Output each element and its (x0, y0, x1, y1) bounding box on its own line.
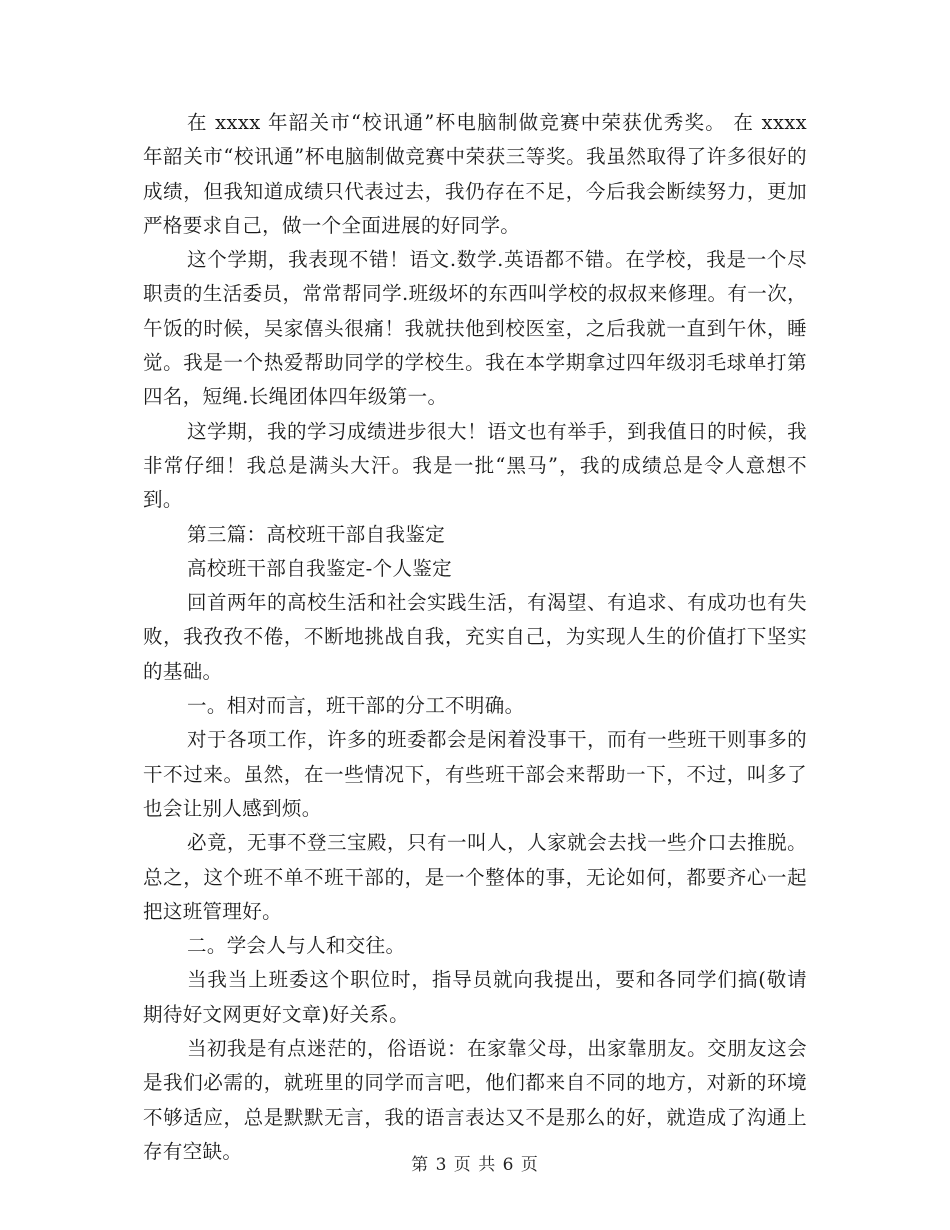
paragraph-study-progress: 这学期，我的学习成绩进步很大！语文也有举手，到我值日的时候，我非常仔细！我总是满头大汗。我是一批“黑马”，我的成绩总是令人意想不到。 (143, 419, 807, 512)
paragraph-teamwork: 必竟，无事不登三宝殿，只有一叫人，人家就会去找一些介口去推脱。总之，这个班不单不班干部的，是一个整体的事，无论如何，都要齐心一起把这班管理好。 (143, 831, 807, 923)
paragraph-semester-performance: 这个学期，我表现不错！语文.数学.英语都不错。在学校，我是一个尽职责的生活委员，常常帮同学.班级坏的东西叫学校的叔叔来修理。有一次，午饭的时候，吴家僖头很痛！我就扶他到校医室，之后我就一直到午休，睡觉。我是一个热爱帮助同学的学校生。我在本学期拿过四年级羽毛球单打第四名，短绳.长绳团体四年级第一。 (143, 248, 807, 409)
paragraph-communication: 当初我是有点迷茫的，俗语说：在家靠父母，出家靠朋友。交朋友这会是我们必需的，就班里的同学而言吧，他们都来自不同的地方，对新的环境不够适应，总是默默无言，我的语言表达又不是那么的好，就造成了沟通上存有空缺。 (143, 1037, 807, 1163)
section-heading: 第三篇：高校班干部自我鉴定 (187, 522, 446, 546)
document-body (143, 106, 807, 1169)
page-number-footer: 第 3 页 共 6 页 (411, 1155, 539, 1175)
paragraph-relations: 当我当上班委这个职位时，指导员就向我提出，要和各同学们搞(敬请期待好文网更好文章)好关系。 (143, 968, 807, 1026)
point-one-heading: 一。相对而言，班干部的分工不明确。 (187, 694, 525, 718)
paragraph-review: 回首两年的高校生活和社会实践生活，有渴望、有追求、有成功也有失败，我孜孜不倦，不断地挑战自我，充实自己，为实现人生的价值打下坚实的基础。 (143, 591, 807, 683)
paragraph-awards: 在 xxxx 年韶关市“校讯通”杯电脑制做竞赛中荣获优秀奖。 在 xxxx 年韶关市“校讯通”杯电脑制做竞赛中荣获三等奖。我虽然取得了许多很好的成绩，但我知道成绩只代表过去，我仍存在不足，今后我会断续努力，更加严格要求自己，做一个全面进展的好同学。 (143, 111, 807, 237)
section-subheading: 高校班干部自我鉴定-个人鉴定 (187, 556, 452, 580)
paragraph-division-of-work: 对于各项工作，许多的班委都会是闲着没事干，而有一些班干则事多的干不过来。虽然，在一些情况下，有些班干部会来帮助一下，不过，叫多了也会让别人感到烦。 (143, 728, 807, 820)
point-two-heading: 二。学会人与人和交往。 (187, 934, 406, 958)
